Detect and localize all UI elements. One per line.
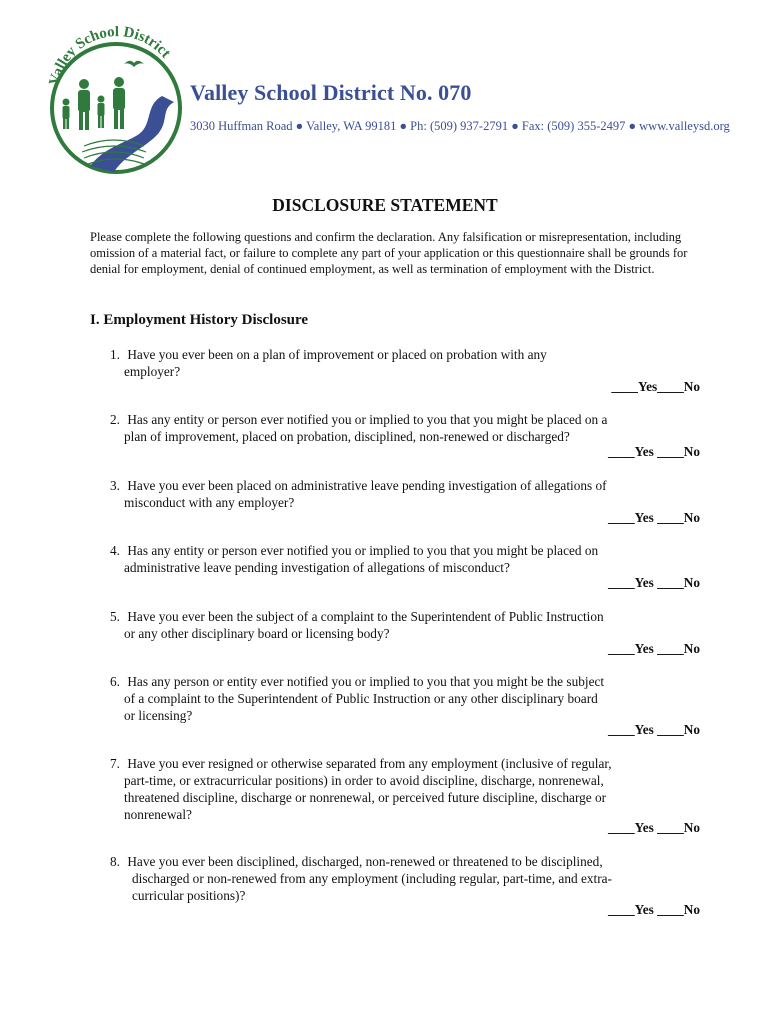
question-text: part-time, or extracurricular positions) in order to avoid discipline, discharge, nonrenewal, [124, 773, 604, 788]
question-number: 3. [110, 478, 120, 493]
question-text: Have you ever been placed on administrative leave pending investigation of allegations of [127, 478, 607, 493]
question-6 [110, 673, 640, 724]
question-5 [110, 608, 640, 642]
question-text: Have you ever been the subject of a complaint to the Superintendent of Public Instruction [127, 609, 604, 624]
question-text: Have you ever been disciplined, discharged, non-renewed or threatened to be disciplined, [127, 854, 603, 869]
answer-yes-no-5[interactable]: ____Yes ____No [608, 641, 700, 656]
question-text: Has any entity or person ever notified you or implied to you that you might be placed on a [127, 412, 608, 427]
question-number: 6. [110, 674, 120, 689]
answer-yes-no-2[interactable]: ____Yes ____No [608, 444, 700, 459]
intro-line: omission of a material fact, or failure to complete any part of your application or this questionnaire shall be grounds for [90, 246, 688, 261]
question-text: or any other disciplinary board or licensing body? [124, 626, 390, 641]
question-text: administrative leave pending investigation of allegations of misconduct? [124, 560, 510, 575]
question-4 [110, 542, 640, 576]
question-2 [110, 411, 640, 445]
question-8 [110, 853, 640, 904]
answer-yes-no-7[interactable]: ____Yes ____No [608, 820, 700, 835]
question-number: 1. [110, 347, 120, 362]
intro-line: denial for employment, denial of continued employment, as well as termination of employment with the District. [90, 262, 655, 277]
question-text: misconduct with any employer? [124, 495, 295, 510]
logo-text: Valley School District [46, 26, 174, 87]
document-title: DISCLOSURE STATEMENT [272, 195, 498, 215]
question-text: Has any entity or person ever notified you or implied to you that you might be placed on [127, 543, 599, 558]
answer-yes-no-6[interactable]: ____Yes ____No [608, 722, 700, 737]
question-number: 7. [110, 756, 120, 771]
question-text: nonrenewal? [124, 807, 192, 822]
question-text: Have you ever been on a plan of improvement or placed on probation with any [127, 347, 547, 362]
question-text: Has any person or entity ever notified you or implied to you that you might be the subject [127, 674, 605, 689]
answer-yes-no-3[interactable]: ____Yes ____No [608, 510, 700, 525]
question-text: or licensing? [124, 708, 193, 723]
question-3 [110, 477, 640, 511]
question-text: discharged or non-renewed from any employment (including regular, part-time, and extra- [132, 871, 612, 886]
question-number: 5. [110, 609, 120, 624]
section-heading: I. Employment History Disclosure [90, 312, 309, 328]
question-text: threatened discipline, discharge or nonrenewal, or perceived future discipline, discharge or [124, 790, 607, 805]
answer-yes-no-8[interactable]: ____Yes ____No [608, 902, 700, 917]
intro-paragraph [90, 229, 700, 278]
question-text: Have you ever resigned or otherwise separated from any employment (inclusive of regular, [127, 756, 612, 771]
intro-line: Please complete the following questions and confirm the declaration. Any falsification or misrepresentation, including [90, 230, 682, 244]
district-name: Valley School District No. 070 [190, 80, 472, 105]
question-7 [110, 755, 640, 823]
district-logo [44, 26, 186, 176]
question-text: plan of improvement, placed on probation, disciplined, non-renewed or discharged? [124, 429, 570, 444]
question-number: 4. [110, 543, 120, 558]
answer-yes-no-4[interactable]: ____Yes ____No [608, 575, 700, 590]
district-address: 3030 Huffman Road ● Valley, WA 99181 ● Ph: (509) 937-2791 ● Fax: (509) 355-2497 ● www.valleysd.org [190, 119, 730, 133]
question-text: curricular positions)? [132, 888, 246, 903]
question-number: 8. [110, 854, 120, 869]
question-number: 2. [110, 412, 120, 427]
question-1 [110, 346, 640, 380]
answer-yes-no-1[interactable]: ____Yes____No [611, 379, 700, 394]
question-text: of a complaint to the Superintendent of Public Instruction or any other disciplinary board [124, 691, 598, 706]
question-text: employer? [124, 364, 181, 379]
